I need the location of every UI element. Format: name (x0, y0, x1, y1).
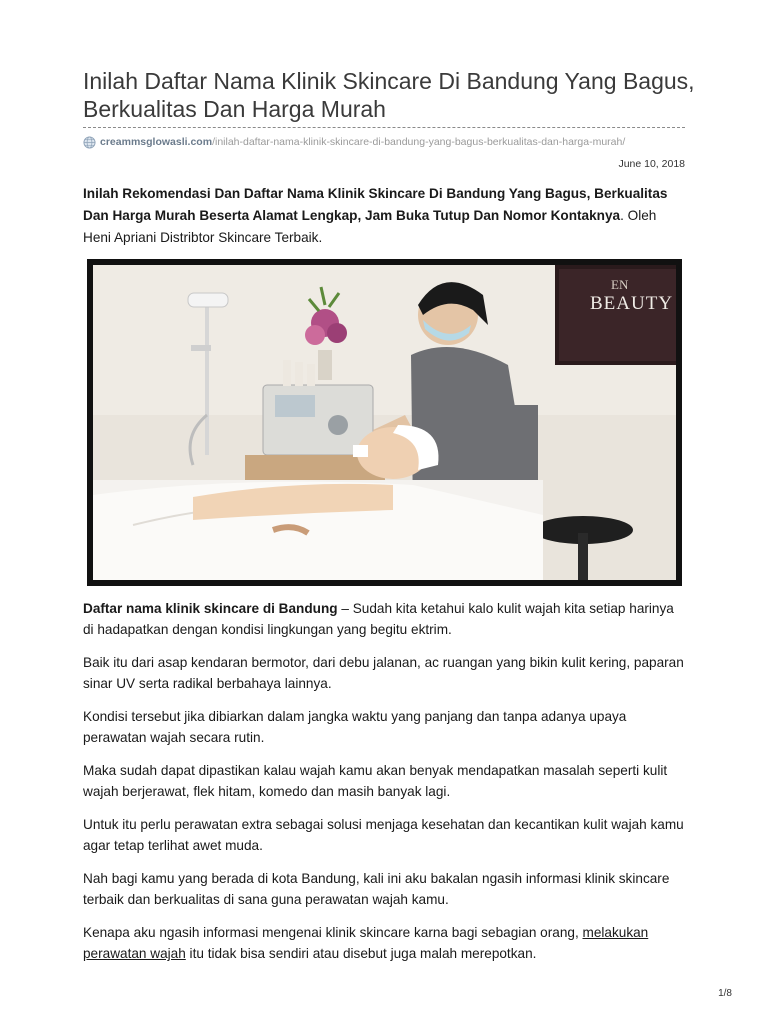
intro-rest: . Oleh Heni Apriani Distribtor Skincare Terbaik. (83, 208, 657, 245)
facial-treatment-photo (93, 265, 676, 580)
intro-paragraph (83, 183, 688, 249)
title-divider (83, 127, 685, 128)
sign-text-top: EN (611, 277, 629, 292)
paragraph-2: Baik itu dari asap kendaran bermotor, dari debu jalanan, ac ruangan yang bikin kulit kering, paparan sinar UV serta radikal berbahaya lainnya. (83, 655, 684, 691)
paragraph-5: Untuk itu perlu perawatan extra sebagai solusi menjaga kesehatan dan kecantikan kulit wajah kamu agar tetap terlihat awet muda. (83, 817, 684, 853)
sign-text: BEAUTY (590, 293, 674, 314)
paragraph-7-pre: Kenapa aku ngasih informasi mengenai klinik skincare karna bagi sebagian orang, (83, 925, 583, 940)
paragraph-1-rest: – Sudah kita ketahui kalo kulit wajah kita setiap harinya di hadapatkan dengan kondisi lingkungan yang begitu ektrim. (83, 601, 674, 637)
paragraph-7 (83, 922, 688, 964)
treatment-link[interactable]: melakukan perawatan wajah (83, 925, 649, 961)
source-link[interactable] (83, 134, 625, 150)
paragraph-1-bold: Daftar nama klinik skincare di Bandung (83, 601, 338, 616)
article-photo (87, 259, 682, 586)
source-path: /inilah-daftar-nama-klinik-skincare-di-bandung-yang-bagus-berkualitas-dan-harga-murah/ (212, 136, 626, 148)
paragraph-7-post: itu tidak bisa sendiri atau disebut juga malah merepotkan. (185, 946, 537, 961)
article-title: Inilah Daftar Nama Klinik Skincare Di Bandung Yang Bagus, Berkualitas Dan Harga Murah (83, 68, 695, 122)
paragraph-6: Nah bagi kamu yang berada di kota Bandung, kali ini aku bakalan ngasih informasi klinik skincare terbaik dan berkualitas di sana guna perawatan wajah kamu. (83, 871, 670, 907)
page-indicator: 1/8 (718, 988, 732, 999)
paragraph-4: Maka sudah dapat dipastikan kalau wajah kamu akan benyak mendapatkan masalah seperti kulit wajah berjerawat, flek hitam, komedo dan masih banyak lagi. (83, 763, 668, 799)
source-domain: creammsglowasli.com (100, 136, 213, 148)
paragraph-1 (83, 598, 688, 640)
paragraph-3: Kondisi tersebut jika dibiarkan dalam jangka waktu yang panjang dan tanpa adanya upaya perawatan wajah secara rutin. (83, 709, 627, 745)
publish-date: June 10, 2018 (618, 158, 685, 170)
globe-icon (83, 136, 96, 149)
intro-bold: Inilah Rekomendasi Dan Daftar Nama Klinik Skincare Di Bandung Yang Bagus, Berkualitas Dan Harga Murah Beserta Alamat Lengkap, Jam Buka Tutup Dan Nomor Kontaknya (83, 186, 668, 223)
